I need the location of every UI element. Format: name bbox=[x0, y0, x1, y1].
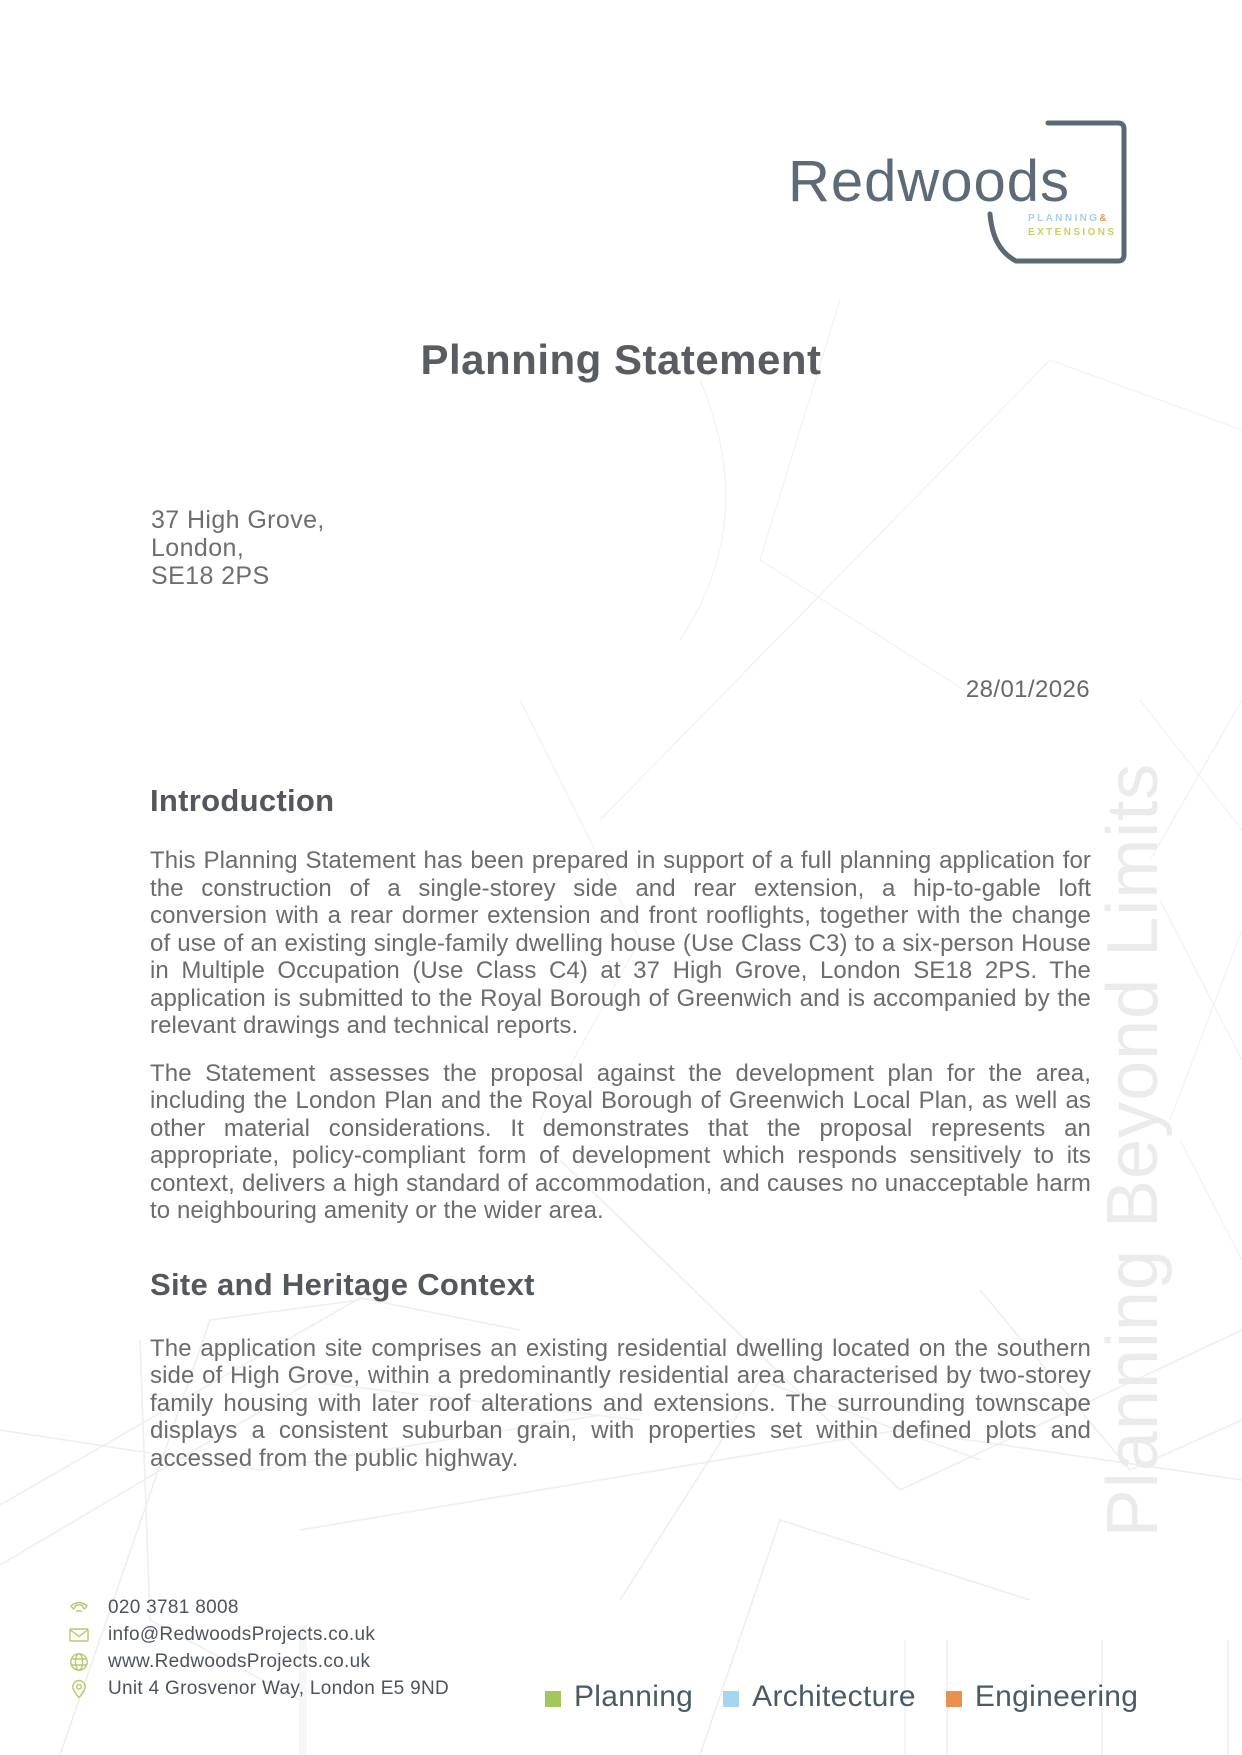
document-date: 28/01/2026 bbox=[965, 676, 1090, 703]
website-url: www.RedwoodsProjects.co.uk bbox=[108, 1651, 371, 1672]
section-heading-introduction: Introduction bbox=[150, 783, 335, 818]
logo-tagline bbox=[1028, 212, 1116, 240]
logo-tagline-planning: PLANNING bbox=[1028, 213, 1100, 224]
service-item-engineering bbox=[946, 1680, 1138, 1714]
address-line-1: 37 High Grove, bbox=[151, 506, 325, 534]
services-strip bbox=[545, 1680, 1138, 1714]
site-context-paragraph-1: The application site comprises an existing residential dwelling located on the southern side of High Grove, within a predominantly residential area characterised by two-storey family housing with later roof alterations and extensions. The surrounding townscape displays a consistent suburban grain, with properties set within defined plots and accessed from the public highway. bbox=[150, 1334, 1091, 1472]
contact-row-phone bbox=[68, 1598, 449, 1618]
logo-tagline-ampersand: & bbox=[1099, 213, 1110, 224]
document-title: Planning Statement bbox=[420, 336, 822, 383]
service-label-engineering: Engineering bbox=[974, 1680, 1139, 1713]
globe-icon bbox=[68, 1651, 90, 1673]
watermark-text: Planning Beyond Limits bbox=[1093, 762, 1173, 1538]
blue-square-bullet bbox=[723, 1691, 739, 1707]
contact-row-address bbox=[68, 1679, 449, 1699]
office-address: Unit 4 Grosvenor Way, London E5 9ND bbox=[108, 1678, 450, 1699]
email-icon bbox=[68, 1624, 90, 1646]
address-line-3: SE18 2PS bbox=[151, 562, 270, 590]
service-item-planning bbox=[545, 1680, 693, 1714]
service-label-planning: Planning bbox=[574, 1680, 694, 1713]
service-item-architecture bbox=[723, 1680, 916, 1714]
logo-tagline-extensions: EXTENSIONS bbox=[1028, 227, 1117, 238]
address-line-2: London, bbox=[151, 534, 245, 562]
document-body bbox=[150, 783, 1091, 1492]
section-heading-site-context: Site and Heritage Context bbox=[150, 1266, 535, 1302]
contact-row-email bbox=[68, 1625, 449, 1645]
site-address bbox=[151, 506, 325, 590]
phone-number: 020 3781 8008 bbox=[108, 1597, 239, 1618]
contact-row-website bbox=[68, 1652, 449, 1672]
introduction-paragraph-2: The Statement assesses the proposal against the development plan for the area, including the London Plan and the Royal Borough of Greenwich Local Plan, as well as other material considerations. It demonstrates that the proposal represents an appropriate, policy-compliant form of development which responds sensitively to its context, delivers a high standard of accommodation, and causes no unacceptable harm to neighbouring amenity or the wider area. bbox=[150, 1059, 1091, 1224]
email-address: info@RedwoodsProjects.co.uk bbox=[108, 1624, 376, 1645]
green-square-bullet bbox=[545, 1691, 561, 1707]
phone-icon bbox=[68, 1597, 90, 1619]
service-label-architecture: Architecture bbox=[752, 1680, 916, 1713]
company-logo bbox=[780, 108, 1152, 278]
logo-wordmark: Redwoods bbox=[788, 149, 1071, 214]
location-pin-icon bbox=[68, 1678, 90, 1700]
introduction-paragraph-1: This Planning Statement has been prepared in support of a full planning application for the construction of a single-storey side and rear extension, a hip-to-gable loft conversion with a rear dormer extension and front rooflights, together with the change of use of an existing single-family dwelling house (Use Class C3) to a six-person House in Multiple Occupation (Use Class C4) at 37 High Grove, London SE18 2PS. The application is submitted to the Royal Borough of Greenwich and is accompanied by the relevant drawings and technical reports. bbox=[150, 847, 1091, 1039]
orange-square-bullet bbox=[946, 1691, 962, 1707]
footer-contact-block bbox=[68, 1598, 449, 1699]
